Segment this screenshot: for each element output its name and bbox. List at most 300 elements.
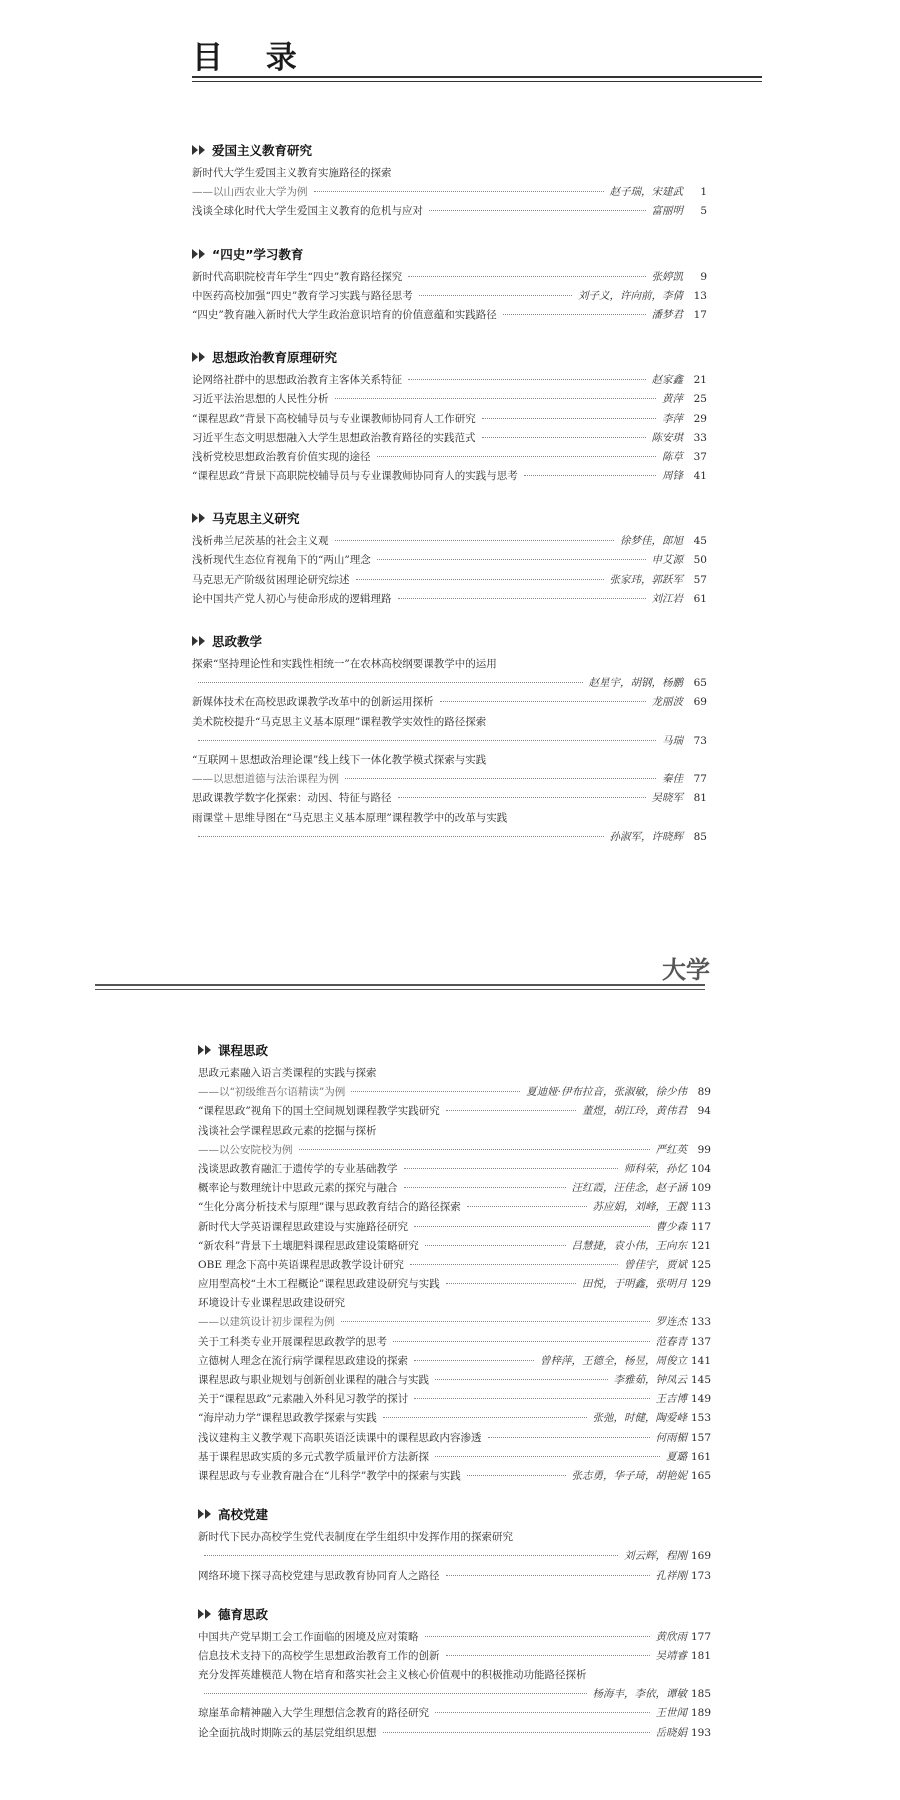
entry-authors: 苏应娟，刘峰，王靓 [592,1201,687,1214]
entry-authors: 师科荣，孙忆 [624,1162,687,1175]
toc-entry [192,789,707,808]
toc-entry [198,1333,711,1352]
entry-title: 课程思政与职业规划与创新创业课程的融合与实践 [198,1374,429,1386]
section-heading [198,1604,711,1624]
entry-authors: 杨海丰，李依，谭敏 [592,1688,687,1701]
entry-page-number: 173 [690,1569,711,1582]
entry-line [198,1390,711,1409]
entry-page-number: 1 [700,186,707,199]
toc-entry [198,1122,711,1160]
entry-page-number: 73 [693,734,707,747]
entry-authors: 赵家鑫 [651,374,683,387]
entry-page-number: 109 [690,1182,711,1195]
entry-line [192,306,707,325]
entry-page-number: 65 [693,677,707,690]
entry-authors: 曹少森 [655,1220,687,1233]
entry-page-number: 99 [697,1143,711,1156]
toc-entry [192,809,707,847]
entry-line [198,1179,711,1198]
entry-line [198,1724,711,1743]
entry-authors: 张弛，时健，陶爱峰 [592,1412,687,1425]
entry-line [198,1160,711,1179]
leader-dots [383,1732,650,1733]
entry-page-number: 185 [690,1688,711,1701]
section-title: 高校党建 [218,1507,269,1523]
leader-dots [435,1379,608,1380]
entry-title: “生化分离分析技术与原理”课与思政教育结合的路径探索 [198,1201,461,1214]
leader-dots [482,418,656,419]
leader-dots [414,1226,650,1227]
leader-dots [414,1360,534,1361]
entry-subtitle: ——以“初级维吾尔语精读”为例 [198,1086,346,1099]
entry-line [198,1704,711,1723]
entry-line [198,1275,711,1294]
entry-page-number: 50 [693,554,707,567]
leader-dots [482,437,646,438]
entry-line [192,809,707,828]
toc-entry [198,1724,711,1743]
toc-entry [192,164,707,202]
entry-line [192,390,707,409]
section-title: “四史”学习教育 [212,246,304,262]
entry-title: “海岸动力学”课程思政教学探索与实践 [198,1412,377,1425]
leader-dots [414,1398,649,1399]
entry-authors: 汪红霞，汪佳念，赵子涵 [571,1182,687,1195]
leader-dots [446,1110,576,1111]
entry-authors: 李萍 [662,412,683,425]
entry-authors: 刘子义，许向前，李倩 [578,289,683,302]
entry-title: 论网络社群中的思想政治教育主客体关系特征 [192,374,402,387]
leader-dots [435,1712,650,1713]
section-title: 思想政治教育原理研究 [212,350,338,366]
entry-page-number: 189 [690,1707,711,1720]
entry-title: 应用型高校“土木工程概论”课程思政建设研究与实践 [198,1278,440,1291]
section-heading [198,1504,711,1524]
entry-line [192,789,707,808]
entry-title: 新时代高职院校青年学生“四史”教育路径探究 [192,270,403,283]
entry-authors: 夏璐 [666,1450,687,1463]
leader-dots [467,1206,587,1207]
entry-line [192,732,707,751]
entry-line [192,551,707,570]
leader-dots [408,379,646,380]
toc-entry [198,1528,711,1566]
entry-page-number: 77 [693,773,707,786]
leader-dots [503,314,646,315]
leader-dots [524,475,656,476]
entry-line [198,1352,711,1371]
entry-authors: 吕慧捷，袁小伟，王向东 [571,1239,687,1252]
entry-title: 浅谈社会学课程思政元素的挖掘与探析 [198,1124,377,1137]
double-arrow-icon [192,249,206,259]
entry-page-number: 17 [693,308,707,321]
entry-title: 新媒体技术在高校思政课教学改革中的创新运用探析 [192,696,434,709]
leader-dots [404,1187,566,1188]
entry-line [198,1666,711,1685]
entry-page-number: 89 [697,1086,711,1099]
entry-line [192,467,707,486]
entry-page-number: 69 [693,696,707,709]
entry-title: 思政元素融入语言类课程的实践与探索 [198,1067,377,1079]
entry-line [198,1333,711,1352]
leader-dots [398,797,646,798]
toc-entry [198,1256,711,1275]
entry-line [192,429,707,448]
entry-line [198,1102,711,1121]
entry-page-number: 25 [693,393,707,406]
entry-authors: 何雨楣 [655,1431,687,1444]
leader-dots [425,1245,566,1246]
entry-page-number: 81 [693,792,707,805]
entry-page-number: 94 [697,1105,711,1118]
entry-authors: 岳晓娟 [655,1726,687,1739]
entry-page-number: 45 [693,535,707,548]
entry-page-number: 5 [700,205,707,218]
entry-authors: 范春青 [655,1335,687,1348]
entry-page-number: 9 [700,270,707,283]
entry-line [192,448,707,467]
entry-authors: 田悦，于明鑫，张明月 [582,1278,687,1291]
leader-dots [377,559,646,560]
toc-entry [192,551,707,570]
entry-authors: 陈安琪 [651,431,683,444]
entry-authors: 吴靖睿 [655,1649,687,1662]
entry-title: 浅议建构主义教学观下高职英语泛读课中的课程思政内容渗透 [198,1431,482,1444]
entry-authors: 严红英 [655,1143,687,1156]
section-title: 马克思主义研究 [212,511,300,527]
entry-authors: 孙淑军，许晓辉 [609,830,683,843]
leader-dots [204,1555,618,1556]
entry-page-number: 137 [690,1335,711,1348]
entry-authors: 申艾源 [651,554,683,567]
entry-page-number: 177 [690,1630,711,1643]
entry-line [192,713,707,732]
toc-entry [198,1567,711,1586]
toc-entry [198,1467,711,1486]
section-heading [192,140,707,160]
leader-dots [335,540,615,541]
entry-line [198,1647,711,1666]
toc-section [198,1504,711,1586]
entry-page-number: 117 [690,1220,711,1233]
toc-entry [198,1628,711,1647]
leader-dots [435,1456,660,1457]
entry-line [192,164,707,183]
leader-dots [299,1149,650,1150]
toc-entry [198,1179,711,1198]
entry-title: OBE 理念下高中英语课程思政教学设计研究 [198,1258,404,1271]
entry-line [192,410,707,429]
toc-section [192,347,707,486]
entry-title: 信息技术支持下的高校学生思想政治教育工作的创新 [198,1649,440,1662]
leader-dots [345,778,656,779]
entry-authors: 陈草 [662,450,683,463]
toc-section [198,1604,711,1743]
leader-dots [429,210,646,211]
leader-dots [440,701,646,702]
toc-entry [198,1198,711,1217]
toc-entry [198,1666,711,1704]
toc-entry [198,1064,711,1102]
entry-subtitle: ——以山西农业大学为例 [192,186,308,199]
toc-entry [198,1275,711,1294]
entry-authors: 黄萍 [662,393,683,406]
leader-dots [488,1437,650,1438]
toc-list [198,1040,711,1761]
toc-entry [192,371,707,390]
entry-line [192,287,707,306]
entry-authors: 曾佳宇，贾斌 [624,1258,687,1271]
entry-line [198,1547,711,1566]
entry-title: 习近平生态文明思想融入大学生思想政治教育路径的实践范式 [192,431,476,444]
entry-title: “新农科”背景下土壤肥料课程思政建设策略研究 [198,1239,419,1252]
entry-line [198,1294,711,1313]
entry-title: 浅析弗兰尼茨基的社会主义观 [192,535,329,548]
entry-line [192,655,707,674]
toc-section [198,1040,711,1486]
section-title: 思政教学 [212,634,263,649]
toc-entry [192,429,707,448]
entry-authors: 王世闻 [655,1707,687,1720]
entry-authors: 周锋 [662,470,683,483]
toc-entry [192,532,707,551]
entry-title: 雨课堂＋思维导图在“马克思主义基本原理”课程教学中的改革与实践 [192,811,508,824]
entry-title: 中国共产党早期工会工作面临的困境及应对策略 [198,1630,419,1643]
entry-page-number: 133 [690,1316,711,1329]
leader-dots [314,191,604,192]
entry-title: 课程思政与专业教育融合在“儿科学”教学中的探索与实践 [198,1469,461,1482]
entry-title: 关于工科类专业开展课程思政教学的思考 [198,1335,387,1348]
entry-authors: 罗连杰 [655,1316,687,1329]
entry-page-number: 145 [690,1374,711,1386]
toc-entry [192,590,707,609]
entry-title: 中医药高校加强“四史”教育学习实践与路径思考 [192,289,413,302]
entry-title: 论中国共产党人初心与使命形成的逻辑理路 [192,592,392,605]
leader-dots [467,1475,566,1476]
entry-authors: 徐梦佳，郎旭 [620,535,683,548]
toc-entry [198,1429,711,1448]
section-title: 德育思政 [218,1606,269,1622]
entry-authors: 夏迪娅·伊布拉音，张淑敏，徐少伟 [526,1086,687,1099]
entry-title: 立德树人理念在流行病学课程思政建设的探索 [198,1354,408,1367]
toc-entry [192,693,707,712]
entry-page-number: 13 [693,289,707,302]
section-heading [198,1040,711,1060]
entry-page-number: 141 [690,1354,711,1367]
entry-page-number: 121 [690,1239,711,1252]
page-title: 目 录 [192,40,313,76]
toc-entry [192,390,707,409]
entry-line [192,571,707,590]
entry-title: 关于“课程思政”元素融入外科见习教学的探讨 [198,1393,409,1406]
entry-title: 思政课教学数字化探索：动因、特征与路径 [192,792,392,805]
double-arrow-icon [192,636,206,646]
toc-entry [198,1647,711,1666]
leader-dots [204,1693,587,1694]
toc-entry [198,1409,711,1428]
toc-entry [192,202,707,221]
leader-dots [377,456,657,457]
section-title: 课程思政 [218,1043,269,1058]
double-arrow-icon [198,1509,212,1519]
toc-page-1 [0,0,900,880]
entry-title: 概率论与数理统计中思政元素的探究与融合 [198,1182,398,1195]
entry-title: 充分发挥英雄模范人物在培育和落实社会主义核心价值观中的积极推动功能路径探析 [198,1669,587,1682]
section-heading [192,631,707,651]
entry-page-number: 165 [690,1469,711,1482]
entry-page-number: 149 [690,1393,711,1406]
toc-entry [192,410,707,429]
title-divider [192,76,762,82]
entry-line [192,371,707,390]
entry-page-number: 85 [693,830,707,843]
toc-entry [198,1352,711,1371]
entry-line [198,1198,711,1217]
entry-title: 新时代大学英语课程思政建设与实施路径研究 [198,1220,408,1233]
entry-line [198,1371,711,1390]
section-heading [192,347,707,367]
double-arrow-icon [192,145,206,155]
entry-authors: 刘江岩 [651,592,683,605]
entry-page-number: 129 [690,1278,711,1291]
entry-authors: 张婷凯 [651,270,683,283]
leader-dots [335,398,657,399]
leader-dots [198,836,604,837]
entry-authors: 富丽明 [651,205,683,218]
entry-authors: 龙丽波 [651,696,683,709]
toc-entry [192,306,707,325]
entry-line [198,1218,711,1237]
entry-page-number: 104 [690,1162,711,1175]
toc-entry [198,1448,711,1467]
entry-title: 马克思无产阶级贫困理论研究综述 [192,573,350,586]
entry-authors: 董煜，胡江玲，黄伟君 [582,1105,687,1118]
entry-title: “四史”教育融入新时代大学生政治意识培育的价值意蕴和实践路径 [192,308,497,321]
entry-line [198,1567,711,1586]
entry-page-number: 161 [690,1450,711,1463]
entry-title: 新时代大学生爱国主义教育实施路径的探索 [192,167,392,179]
leader-dots [351,1091,520,1092]
leader-dots [408,276,645,277]
entry-line [198,1429,711,1448]
leader-dots [398,598,646,599]
toc-entry [198,1237,711,1256]
toc-section [192,244,707,326]
entry-title: 美术院校提升“马克思主义基本原理”课程教学实效性的路径探索 [192,715,487,728]
leader-dots [356,579,604,580]
toc-section [192,140,707,222]
entry-authors: 孔祥刚 [655,1569,687,1582]
entry-page-number: 61 [693,592,707,605]
entry-page-number: 37 [693,450,707,463]
heading-divider [95,984,705,990]
entry-line [198,1237,711,1256]
section-heading [192,244,707,264]
entry-authors: 刘云辉，程刚 [624,1550,687,1563]
entry-line [198,1083,711,1102]
toc-entry [192,287,707,306]
toc-entry [192,448,707,467]
toc-entry [198,1371,711,1390]
entry-subtitle: ——以思想道德与法治课程为例 [192,773,339,786]
entry-authors: 秦佳 [662,773,683,786]
entry-line [198,1064,711,1083]
page-heading: 大学 [662,956,710,984]
entry-line [198,1467,711,1486]
toc-section [192,631,707,847]
leader-dots [446,1283,576,1284]
entry-line [198,1122,711,1141]
entry-line [192,751,707,770]
entry-title: “互联网＋思想政治理论课”线上线下一体化教学模式探索与实践 [192,753,487,766]
entry-line [192,828,707,847]
toc-entry [198,1218,711,1237]
entry-line [198,1528,711,1547]
toc-entry [198,1160,711,1179]
toc-entry [192,268,707,287]
entry-title: 习近平法治思想的人民性分析 [192,393,329,406]
entry-authors: 马瑞 [662,734,683,747]
entry-title: 浅析党校思想政治教育价值实现的途径 [192,450,371,463]
entry-subtitle: ——以公安院校为例 [198,1143,293,1156]
double-arrow-icon [192,513,206,523]
entry-line [192,202,707,221]
entry-title: 网络环境下探寻高校党建与思政教育协同育人之路径 [198,1569,440,1582]
leader-dots [404,1168,619,1169]
leader-dots [198,740,656,741]
toc-entry [198,1102,711,1121]
toc-section [192,508,707,609]
entry-line [192,532,707,551]
entry-title: 环境设计专业课程思政建设研究 [198,1297,345,1310]
leader-dots [446,1575,650,1576]
entry-line [198,1628,711,1647]
entry-page-number: 193 [690,1726,711,1739]
entry-title: 基于课程思政实质的多元式教学质量评价方法新探 [198,1450,429,1463]
entry-page-number: 41 [693,470,707,483]
entry-line [192,590,707,609]
entry-authors: 曾梓萍，王德全，杨昱，周俊立 [540,1354,687,1367]
leader-dots [419,295,572,296]
entry-authors: 赵子瑞，宋建武 [609,186,683,199]
entry-page-number: 29 [693,412,707,425]
entry-page-number: 153 [690,1412,711,1425]
entry-line [192,268,707,287]
entry-title: 浅谈思政教育融汇于遗传学的专业基础教学 [198,1162,398,1175]
entry-subtitle: ——以建筑设计初步课程为例 [198,1316,335,1329]
entry-page-number: 169 [690,1550,711,1563]
entry-title: “课程思政”背景下高校辅导员与专业课教师协同育人工作研究 [192,412,476,425]
entry-page-number: 33 [693,431,707,444]
entry-page-number: 125 [690,1258,711,1271]
entry-line [198,1141,711,1160]
leader-dots [410,1264,618,1265]
entry-line [198,1685,711,1704]
double-arrow-icon [198,1609,212,1619]
entry-line [198,1448,711,1467]
entry-page-number: 57 [693,573,707,586]
toc-list [192,140,707,869]
toc-entry [198,1294,711,1332]
entry-authors: 李雅茹，钟凤云 [613,1374,687,1386]
entry-authors: 吴晓军 [651,792,683,805]
entry-title: 浅析现代生态位育视角下的“两山”理念 [192,554,371,567]
entry-title: 浅谈全球化时代大学生爱国主义教育的危机与应对 [192,205,423,218]
entry-page-number: 157 [690,1431,711,1444]
toc-page-2 [0,880,900,1800]
entry-authors: 赵星宇，胡钢，杨鹏 [588,677,683,690]
entry-title: 琼崖革命精神融入大学生理想信念教育的路径研究 [198,1707,429,1720]
